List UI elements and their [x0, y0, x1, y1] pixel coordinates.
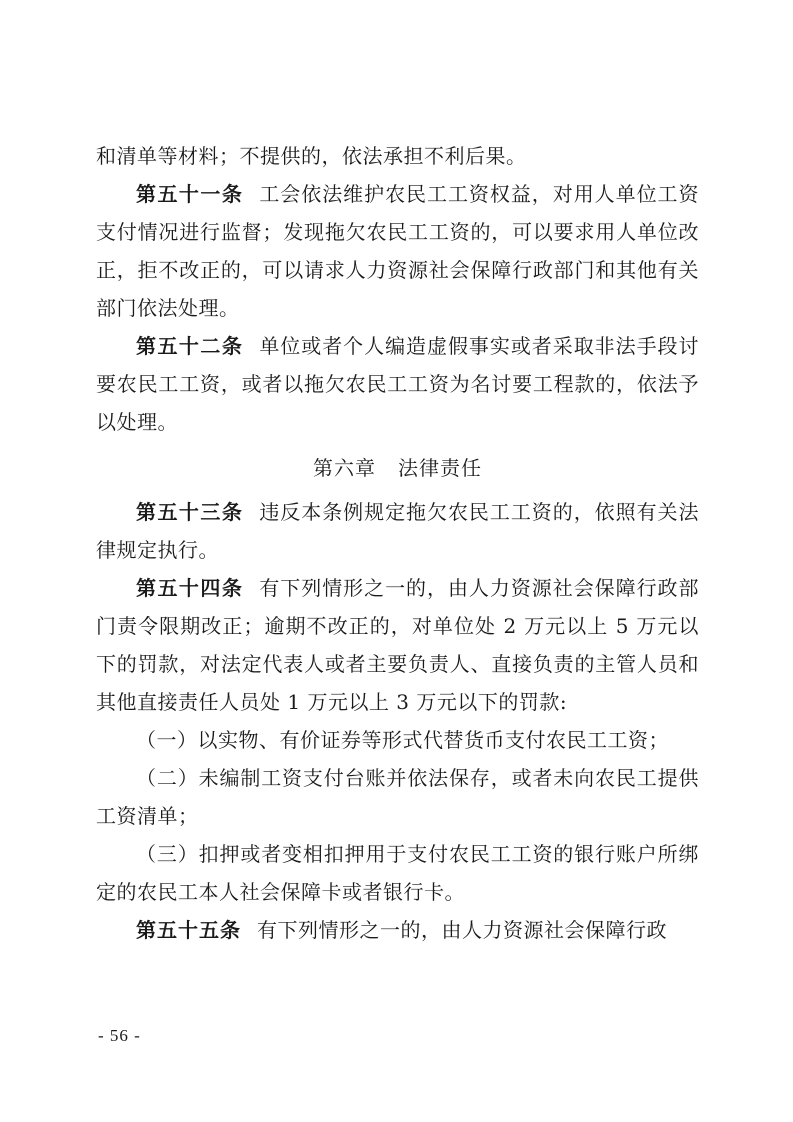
article-number: 第五十二条 [136, 334, 244, 358]
chapter-number: 第六章 [313, 456, 376, 480]
paragraph-continuation [96, 137, 699, 175]
article-text: 有下列情形之一的，由人力资源社会保障行政部门责令限期改正；逾期不改正的，对单位处 2 万元以上 5 万元以下的罚款，对法定代表人或者主要负责人、直接负责的主管人员和其他直接责任人员处 1 万元以上 3 万元以下的罚款: [96, 576, 700, 714]
chapter-title: 法律责任 [398, 456, 482, 480]
list-item-1 [96, 721, 699, 759]
article-53 [96, 493, 699, 569]
page-number: - 56 - [98, 1026, 141, 1045]
list-item-3 [96, 835, 699, 911]
article-number: 第五十五条 [136, 918, 241, 942]
article-number: 第五十四条 [136, 576, 244, 600]
article-55 [96, 911, 699, 949]
article-number: 第五十一条 [136, 182, 244, 206]
article-52 [96, 327, 699, 441]
article-54 [96, 569, 699, 721]
list-item-text: （二）未编制工资支付台账并依法保存，或者未向农民工提供工资清单； [96, 766, 699, 828]
article-51 [96, 175, 699, 327]
article-text: 单位或者个人编造虚假事实或者采取非法手段讨要农民工工资，或者以拖欠农民工工资为名讨要工程款的，依法予以处理。 [96, 334, 700, 434]
article-text: 有下列情形之一的，由人力资源社会保障行政 [257, 918, 667, 942]
list-item-text: （一）以实物、有价证券等形式代替货币支付农民工工资； [136, 728, 669, 752]
article-number: 第五十三条 [136, 500, 244, 524]
body-text [96, 137, 699, 949]
article-text: 工会依法维护农民工工资权益，对用人单位工资支付情况进行监督；发现拖欠农民工工资的，可以要求用人单位改正，拒不改正的，可以请求人力资源社会保障行政部门和其他有关部门依法处理。 [96, 182, 700, 320]
list-item-2 [96, 759, 699, 835]
paragraph-text: 和清单等材料；不提供的，依法承担不利后果。 [96, 144, 527, 168]
article-text: 违反本条例规定拖欠农民工工资的，依照有关法律规定执行。 [96, 500, 700, 562]
list-item-text: （三）扣押或者变相扣押用于支付农民工工资的银行账户所绑定的农民工本人社会保障卡或者银行卡。 [96, 842, 699, 904]
chapter-heading [96, 441, 699, 493]
